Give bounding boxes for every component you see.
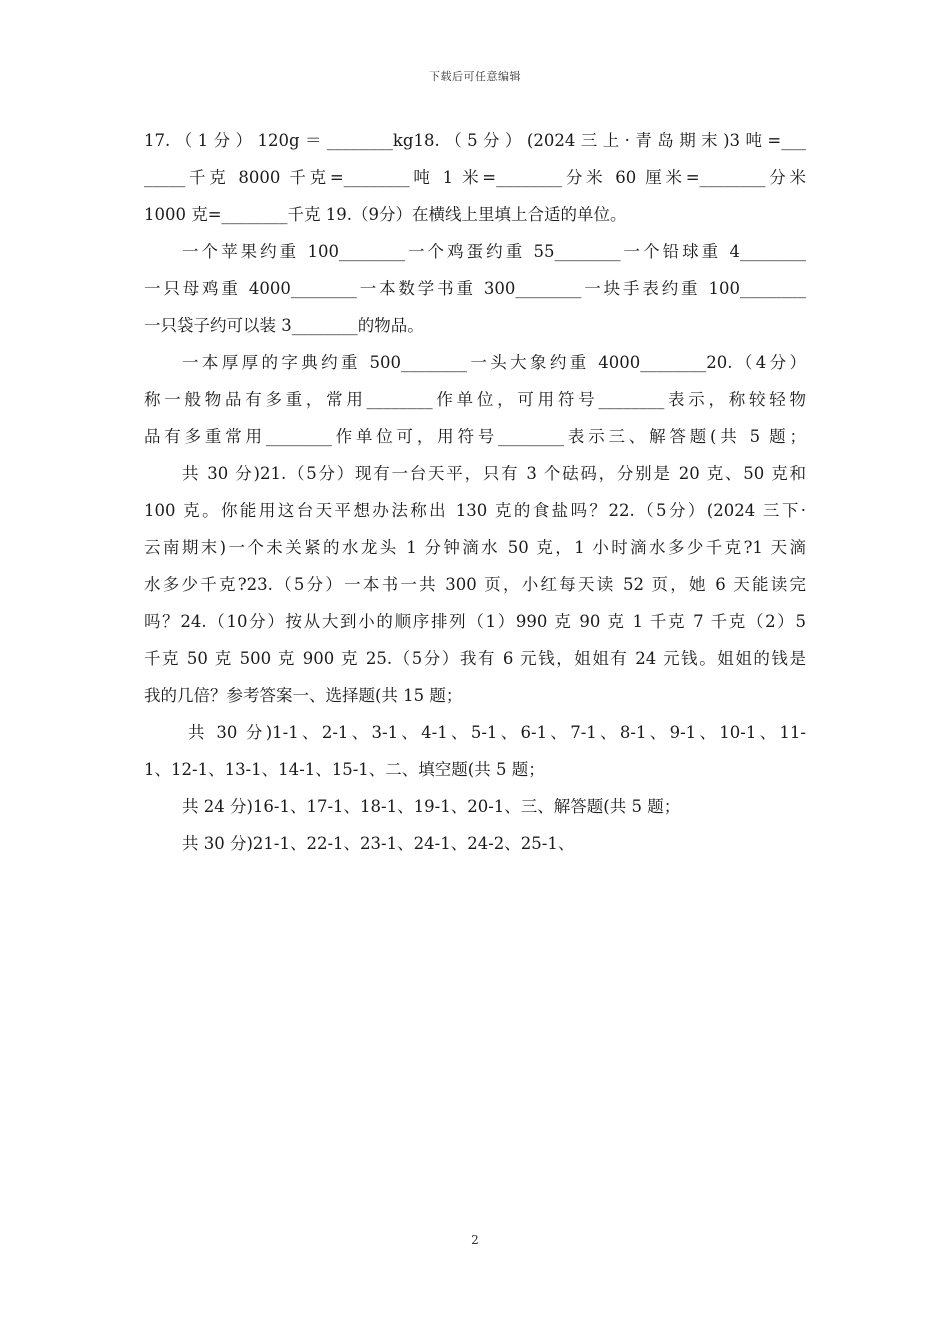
text-line: 共 30 分)1-1、2-1、3-1、4-1、5-1、6-1、7-1、8-1、9-1、10-1、11- (188, 723, 806, 742)
text-line: 称一般物品有多重，常用________作单位，可用符号________表示，称较轻物 (144, 390, 806, 409)
text-line: 共 30 分)21-1、22-1、23-1、24-1、24-2、25-1、 (182, 834, 575, 853)
text-line: 水多少千克?23.（5分）一本书一共 300 页，小红每天读 52 页，她 6 天能读完 (144, 575, 806, 594)
page-number: 2 (471, 1233, 479, 1247)
text-line: 品有多重常用________作单位可，用符号________表示三、解答题(共 5 题； (144, 427, 806, 446)
text-line: 一本厚厚的字典约重 500________一头大象约重 4000________20.（4分） (182, 353, 806, 372)
text-line: 云南期末)一个未关紧的水龙头 1 分钟滴水 50 克，1 小时滴水多少千克?1 天滴 (144, 538, 806, 557)
text-line: _____千克 8000 千克=________吨 1 米=________分米 60 厘米=________分米 (144, 168, 806, 187)
text-line: 共 30 分)21.（5分）现有一台天平，只有 3 个砝码，分别是 20 克、50 克和 (182, 464, 806, 483)
text-line: 共 24 分)16-1、17-1、18-1、19-1、20-1、三、解答题(共 5 题； (182, 797, 681, 816)
text-line: 吗？24.（10分）按从大到小的顺序排列（1）990 克 90 克 1 千克 7 千克（2）5 (144, 612, 806, 631)
text-line: 一只袋子约可以装 3________的物品。 (144, 316, 424, 335)
text-line: 一只母鸡重 4000________一本数学书重 300________一块手表约重 100________ (144, 279, 806, 298)
text-line: 100 克。你能用这台天平想办法称出 130 克的食盐吗？22.（5分）(2024 三下· (144, 501, 806, 520)
page-header: 下载后可任意编辑 (429, 70, 521, 83)
text-line: 我的几倍？参考答案一、选择题(共 15 题； (144, 686, 463, 705)
text-line: 1000 克=________千克 19.（9分）在横线上里填上合适的单位。 (144, 205, 627, 224)
document-body (144, 122, 806, 862)
text-line: 千克 50 克 500 克 900 克 25.（5分）我有 6 元钱，姐姐有 24 元钱。姐姐的钱是 (144, 649, 806, 668)
text-line: 一个苹果约重 100________一个鸡蛋约重 55________一个铅球重 4________ (182, 242, 806, 261)
text-line: 1、12-1、13-1、14-1、15-1、二、填空题(共 5 题； (144, 760, 545, 779)
text-line: 17.（1分）120g＝________kg18.（5分）(2024三上·青岛期末)3吨=___ (144, 131, 806, 150)
